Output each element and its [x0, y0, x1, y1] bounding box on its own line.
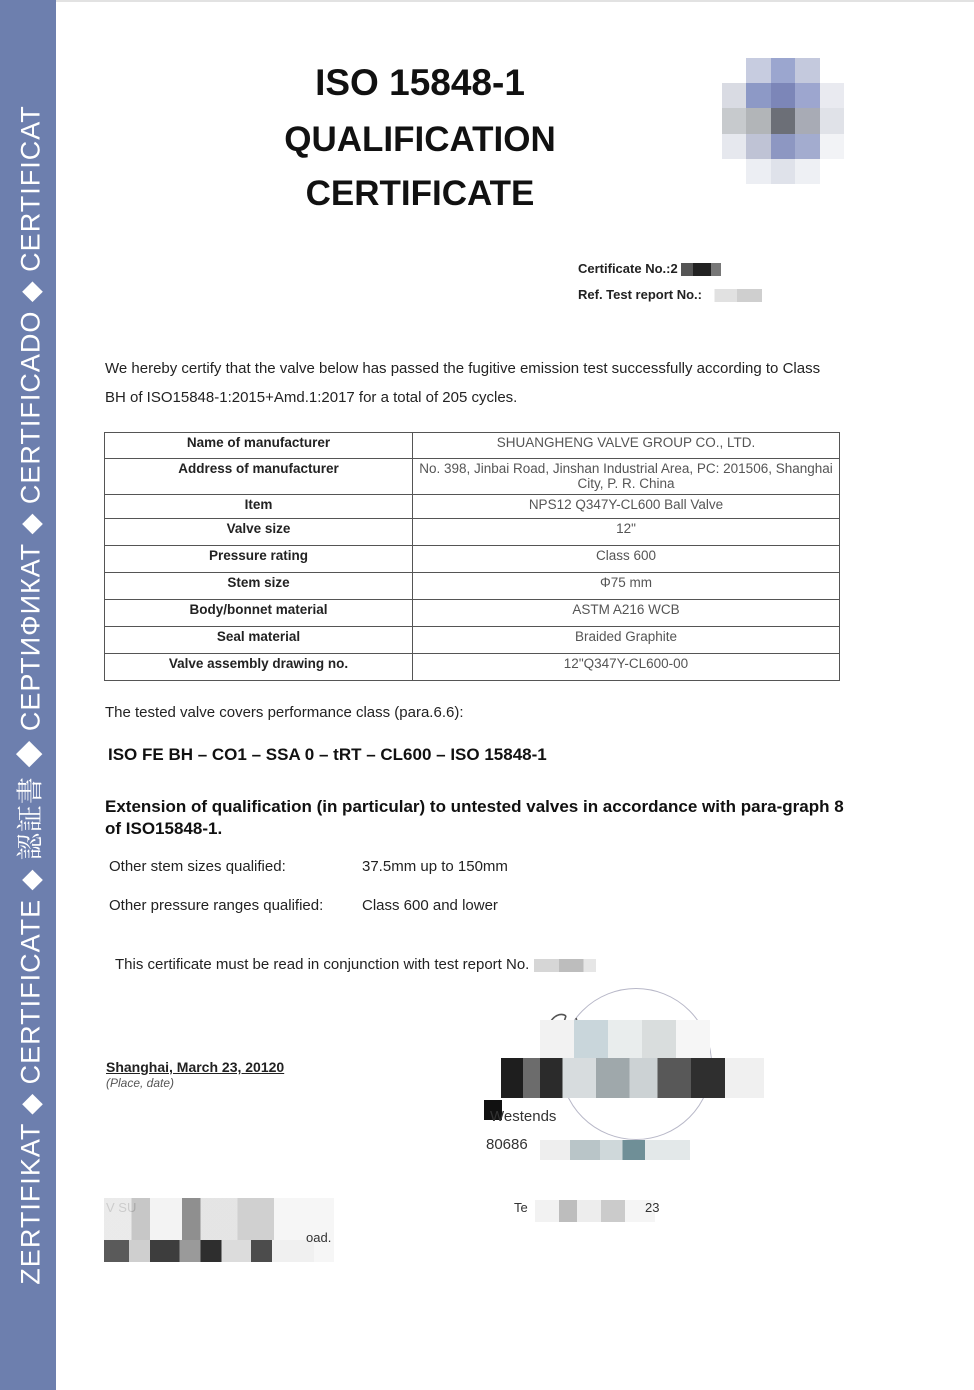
conjunction-note — [115, 956, 596, 973]
row-label: Valve size — [105, 519, 413, 546]
table-row — [105, 433, 840, 459]
top-rule — [56, 0, 974, 2]
row-value: Φ75 mm — [413, 573, 840, 600]
title-qualification: QUALIFICATION — [284, 120, 556, 159]
table-row — [105, 600, 840, 627]
title-certificate: CERTIFICATE — [305, 174, 535, 213]
row-value: 12"Q347Y-CL600-00 — [413, 654, 840, 681]
qualified-stem-value: 37.5mm up to 150mm — [362, 858, 508, 875]
redaction-mosaic — [104, 1240, 314, 1262]
place-date-caption: (Place, date) — [106, 1076, 175, 1090]
qualified-pressure-value: Class 600 and lower — [362, 897, 498, 914]
certificate-number — [578, 261, 721, 276]
sidebar-certificate-text: ZERTIFIKAT ◆ CERTIFICATE ◆ 認証書 ◆ СЕРТИФИКАТ ◆ CERTIFICADO ◆ CERTIFICAT — [15, 105, 46, 1285]
place-date: Shanghai, March 23, 20120 — [106, 1059, 285, 1075]
table-row — [105, 573, 840, 600]
performance-class-code: ISO FE BH – CO1 – SSA 0 – tRT – CL600 – ISO 15848-1 — [108, 745, 547, 764]
row-value: No. 398, Jinbai Road, Jinshan Industrial Area, PC: 201506, Shanghai City, P. R. China — [413, 459, 840, 495]
extension-heading: Extension of qualification (in particular) to untested valves in accordance with para-graph 8 of ISO15848-1. — [105, 797, 844, 838]
row-value: Braided Graphite — [413, 627, 840, 654]
address-postcode: 80686 — [486, 1136, 528, 1153]
row-value: Class 600 — [413, 546, 840, 573]
row-label: Address of manufacturer — [105, 459, 413, 495]
table-row — [105, 495, 840, 519]
redaction-mosaic — [540, 1140, 690, 1160]
certificate-number-label: Certificate No.:2 — [578, 261, 678, 276]
ref-report-label: Ref. Test report No.: — [578, 287, 702, 302]
blurred-logo — [722, 58, 844, 184]
redacted-report-number — [534, 959, 596, 972]
table-row — [105, 519, 840, 546]
row-label: Pressure rating — [105, 546, 413, 573]
table-row — [105, 546, 840, 573]
row-value: SHUANGHENG VALVE GROUP CO., LTD. — [413, 433, 840, 459]
row-label: Stem size — [105, 573, 413, 600]
row-label: Name of manufacturer — [105, 433, 413, 459]
redacted-ref — [706, 289, 762, 302]
address-street: Westends — [490, 1108, 557, 1125]
row-value: NPS12 Q347Y-CL600 Ball Valve — [413, 495, 840, 519]
certification-statement: We hereby certify that the valve below has passed the fugitive emission test successfully according to Class BH of ISO15848-1:2015+Amd.1:2017 for a total of 205 cycles. — [105, 360, 821, 406]
row-label: Body/bonnet material — [105, 600, 413, 627]
footer-left-fragment-2: oad. — [306, 1230, 332, 1245]
valve-spec-table — [104, 432, 840, 681]
row-value: ASTM A216 WCB — [413, 600, 840, 627]
table-row — [105, 654, 840, 681]
redaction-mosaic — [535, 1200, 655, 1222]
qualified-stem-label: Other stem sizes qualified: — [109, 858, 286, 875]
row-value: 12" — [413, 519, 840, 546]
sidebar-band — [0, 0, 56, 1390]
footer-right-fragment: Te — [514, 1200, 528, 1215]
conjunction-note-text: This certificate must be read in conjunction with test report No. — [115, 956, 530, 973]
title-standard: ISO 15848-1 — [315, 62, 525, 103]
redaction-mosaic — [540, 1020, 710, 1060]
table-row — [105, 459, 840, 495]
ref-report-number — [578, 287, 762, 302]
footer-right-fragment-2: 23 — [645, 1200, 660, 1215]
row-label: Item — [105, 495, 413, 519]
redaction-mosaic — [484, 1058, 764, 1098]
redacted-number — [681, 263, 721, 276]
qualified-pressure-label: Other pressure ranges qualified: — [109, 897, 324, 914]
table-row — [105, 627, 840, 654]
row-label: Seal material — [105, 627, 413, 654]
performance-intro: The tested valve covers performance class (para.6.6): — [105, 704, 464, 721]
row-label: Valve assembly drawing no. — [105, 654, 413, 681]
